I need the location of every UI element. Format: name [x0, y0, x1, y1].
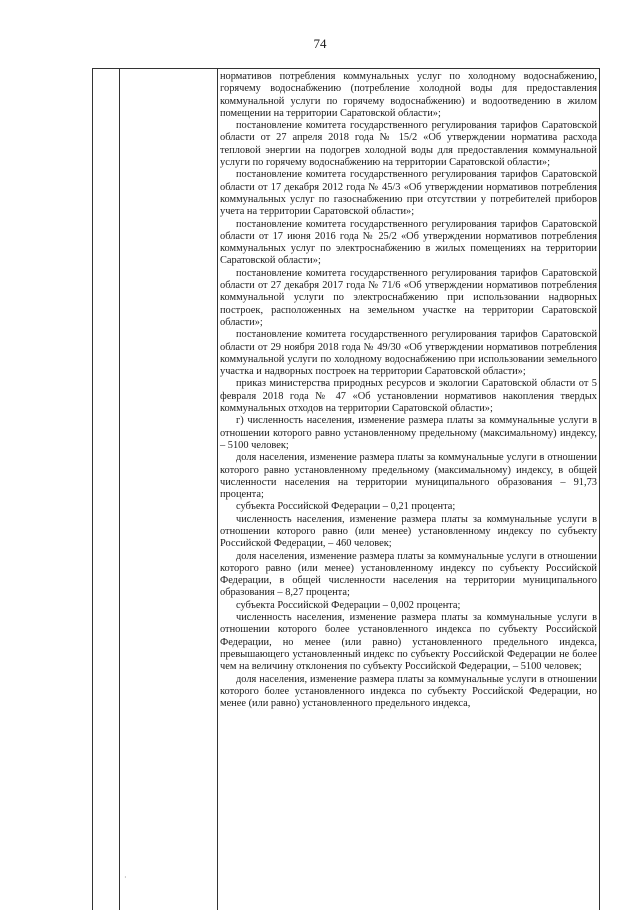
table-column-divider — [217, 69, 218, 910]
paragraph: приказ министерства природных ресурсов и экологии Саратовской области от 5 февраля 2018 года № 47 «Об установлении нормативов накопления твердых коммунальных отходов на территории Саратовской области»; — [220, 378, 597, 415]
page-number: 74 — [313, 36, 327, 51]
table-column-divider — [599, 69, 600, 910]
paragraph: постановление комитета государственного регулирования тарифов Саратовской области от 17 декабря 2012 года № 45/3 «Об утверждении нормативов потребления коммунальных услуг по газоснабжению при отсутствии у потребителей приборов учета на территории Саратовской области»; — [220, 169, 597, 218]
paragraph: нормативов потребления коммунальных услуг по холодному водоснабжению, горячему водоснабжению (потребление холодной воды для предоставления коммунальной услуги по горячему водоснабжению) и водоотведению в жилом помещении на территории Саратовской области»; — [220, 71, 597, 119]
paragraph: постановление комитета государственного регулирования тарифов Саратовской области от 27 апреля 2018 года № 15/2 «Об утверждении норматива расхода тепловой энергии на подогрев холодной воды для предоставления коммунальной услуги по горячему водоснабжению на территории Саратовской области»; — [220, 120, 597, 169]
paragraph: численность населения, изменение размера платы за коммунальные услуги в отношении которого равно (или менее) установленному индексу по субъекту Российской Федерации, – 460 человек; — [220, 513, 597, 550]
paragraph: субъекта Российской Федерации – 0,21 процента; — [236, 501, 456, 513]
paragraph: субъекта Российской Федерации – 0,002 процента; — [236, 599, 461, 611]
paragraph: постановление комитета государственного регулирования тарифов Саратовской области от 17 июня 2016 года № 25/2 «Об утверждении нормативов потребления коммунальных услуг по электроснабжению в жилых помещениях на территории Саратовской области»; — [220, 218, 597, 267]
paragraph: доля населения, изменение размера платы за коммунальные услуги в отношении которого более установленного индекса по субъекту Российской Федерации, но менее (или равно) установленного предельного индекса, — [220, 673, 597, 710]
table-column-divider — [119, 69, 120, 910]
paragraph: численность населения, изменение размера платы за коммунальные услуги в отношении которого более установленного индекса по субъекту Российской Федерации, но менее (или равно) установленного предельного индекса, превышающего установленный индекс по субъекту Российской Федерации не более чем на величину отклонения по субъекту Российской Федерации, – 5100 человек; — [220, 612, 597, 673]
scan-speck: · — [124, 873, 127, 882]
paragraph: г) численность населения, изменение размера платы за коммунальные услуги в отношении которого равно установленному предельному (максимальному) индексу, – 5100 человек; — [220, 415, 597, 451]
paragraph: доля населения, изменение размера платы за коммунальные услуги в отношении которого равно установленному предельному (максимальному) индексу, в общей численности населения на территории муниципального образования – 91,73 процента; — [220, 452, 597, 501]
table-text-cell — [220, 71, 597, 710]
paragraph: постановление комитета государственного регулирования тарифов Саратовской области от 27 декабря 2017 года № 71/6 «Об утверждении нормативов потребления коммунальной услуги по электроснабжению при использовании надворных построек, расположенных на земельном участке на территории Саратовской области»; — [220, 267, 597, 328]
document-table — [92, 68, 600, 910]
paragraph: постановление комитета государственного регулирования тарифов Саратовской области от 29 ноября 2018 года № 49/30 «Об утверждении нормативов потребления коммунальной услуги по холодному водоснабжению при использовании земельного участка и надворных построек на территории Саратовской области»; — [220, 329, 597, 378]
paragraph: доля населения, изменение размера платы за коммунальные услуги в отношении которого равно (или менее) установленному индексу по субъекту Российской Федерации, в общей численности населения на территории муниципального образования – 8,27 процента; — [220, 550, 597, 599]
